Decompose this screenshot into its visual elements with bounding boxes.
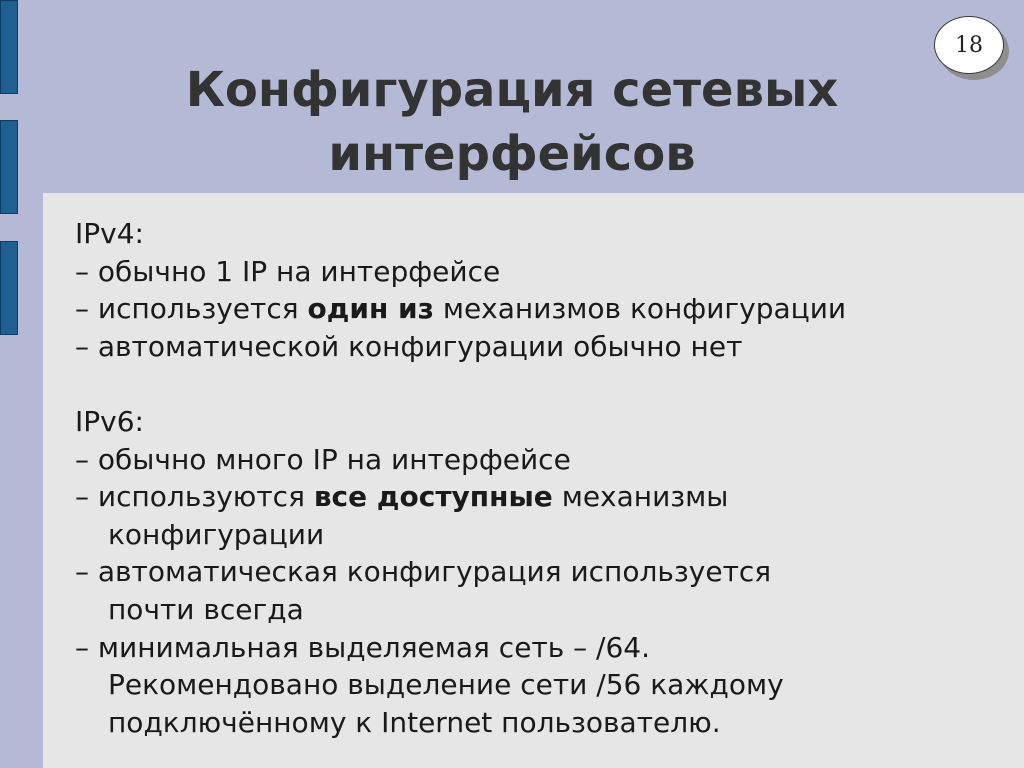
ipv4-item-3: – автоматической конфигурации обычно нет (75, 329, 743, 363)
ipv6-item-2-emphasis: все доступные (313, 480, 553, 514)
slide-title (100, 58, 924, 186)
ipv4-item-1: – обычно 1 IP на интерфейсе (75, 254, 501, 288)
slide-title-line-2: интерфейсов (328, 126, 696, 182)
decorative-bar-3 (0, 241, 18, 335)
ipv6-item-2-text: – используются (75, 480, 314, 514)
ipv6-heading: IPv6: (75, 404, 144, 438)
slide-number: 18 (955, 32, 983, 58)
ipv6-item-4: – минимальная выделяемая сеть – /64. (75, 630, 650, 664)
ipv6-item-2-continuation: конфигурации (108, 517, 325, 551)
decorative-bar-2 (0, 120, 18, 214)
ipv6-item-2-text-end: механизмы (552, 480, 729, 514)
ipv6-item-3: – автоматическая конфигурация используется (75, 555, 772, 589)
ipv4-item-2 (75, 290, 995, 328)
ipv4-item-2-text-end: механизмов конфигурации (433, 292, 847, 326)
section-spacer (75, 365, 995, 403)
ipv6-item-4-continuation-1: Рекомендовано выделение сети /56 каждому (108, 668, 784, 702)
slide-title-line-1: Конфигурация сетевых (185, 62, 839, 118)
ipv4-item-2-text: – используется (75, 292, 308, 326)
ipv6-item-3-continuation: почти всегда (108, 592, 304, 626)
ipv6-item-2 (75, 478, 995, 516)
ipv6-item-4-continuation-2: подключённому к Internet пользователю. (108, 705, 721, 739)
slide-number-badge (934, 16, 1004, 74)
ipv4-heading: IPv4: (75, 217, 144, 250)
ipv6-item-1: – обычно много IP на интерфейсе (75, 442, 571, 476)
ipv4-item-2-emphasis: один из (307, 292, 434, 326)
decorative-bar-1 (0, 0, 18, 94)
slide-body (75, 215, 995, 741)
